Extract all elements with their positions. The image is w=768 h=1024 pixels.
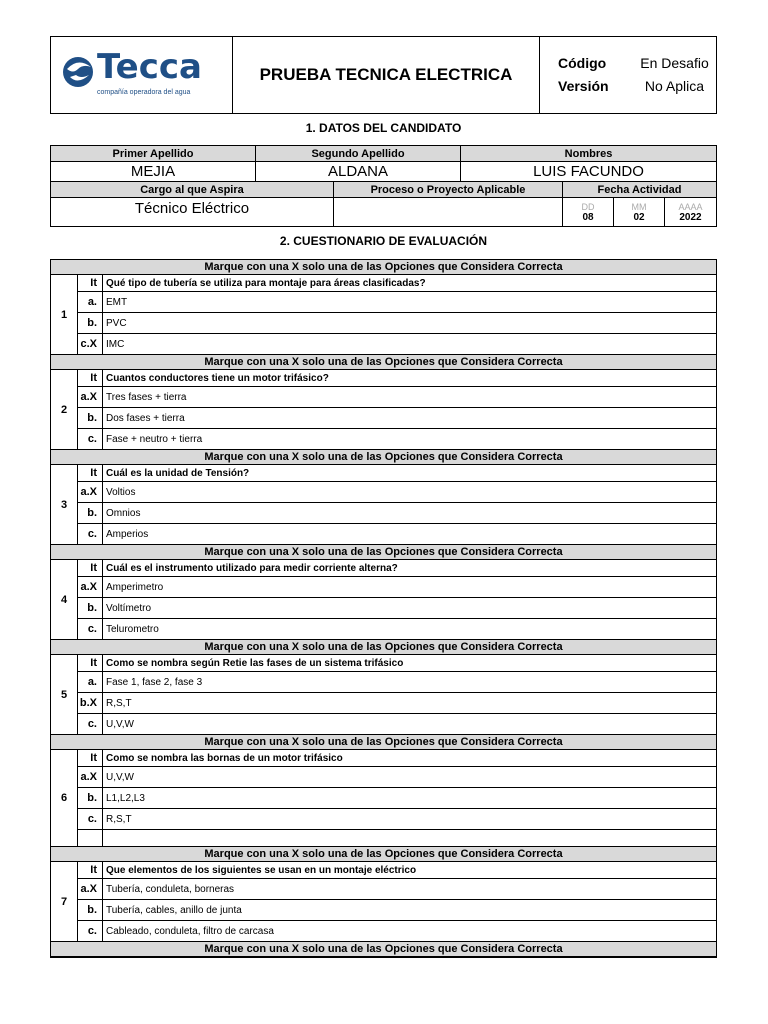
option-key-empty bbox=[78, 830, 103, 846]
candidate-table bbox=[50, 145, 717, 227]
option-text: IMC bbox=[106, 338, 125, 350]
aaaa-value: 2022 bbox=[679, 211, 702, 223]
option-text: Tres fases + tierra bbox=[106, 391, 187, 403]
option-key[interactable]: b. bbox=[78, 598, 103, 618]
question-2 bbox=[51, 370, 716, 449]
option-text: Cableado, conduleta, filtro de carcasa bbox=[106, 925, 274, 937]
option-text: U,V,W bbox=[106, 718, 134, 730]
question-number: 4 bbox=[51, 560, 78, 639]
question-text: Qué tipo de tubería se utiliza para montaje para áreas clasificadas? bbox=[106, 277, 426, 289]
option-text: Voltios bbox=[106, 486, 136, 498]
option-text: Omnios bbox=[106, 507, 141, 519]
instruction-band: Marque con una X solo una de las Opciones que Considera Correcta bbox=[51, 354, 716, 370]
option-text: R,S,T bbox=[106, 813, 132, 825]
option-key[interactable]: c.X bbox=[78, 334, 103, 354]
option-text: Fase + neutro + tierra bbox=[106, 433, 203, 445]
it-label: It bbox=[78, 465, 103, 481]
option-key[interactable]: c. bbox=[78, 714, 103, 734]
proceso-field[interactable] bbox=[334, 198, 563, 226]
instruction-band: Marque con una X solo una de las Opciones que Considera Correcta bbox=[51, 941, 716, 957]
instruction-band: Marque con una X solo una de las Opciones que Considera Correcta bbox=[51, 260, 716, 275]
nombres-field[interactable]: LUIS FACUNDO bbox=[533, 163, 644, 180]
proceso-label: Proceso o Proyecto Aplicable bbox=[334, 182, 563, 197]
option-text: Amperimetro bbox=[106, 581, 164, 593]
cargo-field[interactable]: Técnico Eléctrico bbox=[51, 198, 334, 226]
option-text: U,V,W bbox=[106, 771, 134, 783]
option-key[interactable]: c. bbox=[78, 524, 103, 544]
question-text: Como se nombra según Retie las fases de un sistema trifásico bbox=[106, 657, 404, 669]
option-key[interactable]: c. bbox=[78, 809, 103, 829]
option-key[interactable]: a.X bbox=[78, 482, 103, 502]
question-number: 3 bbox=[51, 465, 78, 544]
aaaa-field[interactable] bbox=[665, 198, 716, 226]
option-text: Fase 1, fase 2, fase 3 bbox=[106, 676, 203, 688]
logo-tagline: compañía operadora del agua bbox=[97, 89, 191, 96]
segundo-apellido-label: Segundo Apellido bbox=[256, 146, 461, 161]
version-label: Versión bbox=[558, 78, 609, 94]
option-text-empty bbox=[103, 830, 716, 846]
logo bbox=[51, 37, 233, 113]
instruction-band: Marque con una X solo una de las Opciones que Considera Correcta bbox=[51, 846, 716, 862]
option-key[interactable]: b. bbox=[78, 408, 103, 428]
option-key[interactable]: a.X bbox=[78, 879, 103, 899]
primer-apellido-label: Primer Apellido bbox=[51, 146, 256, 161]
instruction-band: Marque con una X solo una de las Opciones que Considera Correcta bbox=[51, 544, 716, 560]
option-text: Telurometro bbox=[106, 623, 159, 635]
option-key[interactable]: a.X bbox=[78, 577, 103, 597]
segundo-apellido-field[interactable]: ALDANA bbox=[256, 162, 461, 181]
question-text: Como se nombra las bornas de un motor trifásico bbox=[106, 752, 343, 764]
questionnaire-section-title: 2. CUESTIONARIO DE EVALUACIÓN bbox=[279, 234, 488, 248]
document-title: PRUEBA TECNICA ELECTRICA bbox=[233, 37, 540, 113]
question-number: 1 bbox=[51, 275, 78, 354]
option-key[interactable]: a.X bbox=[78, 767, 103, 787]
option-key[interactable]: c. bbox=[78, 619, 103, 639]
option-text: Amperios bbox=[106, 528, 149, 540]
question-number: 5 bbox=[51, 655, 78, 734]
dd-value: 08 bbox=[582, 211, 594, 223]
question-number: 2 bbox=[51, 370, 78, 449]
primer-apellido-field[interactable]: MEJIA bbox=[51, 162, 256, 181]
dd-label: DD bbox=[581, 201, 595, 212]
option-text: L1,L2,L3 bbox=[106, 792, 145, 804]
option-key[interactable]: b. bbox=[78, 900, 103, 920]
option-text: Voltímetro bbox=[106, 602, 152, 614]
option-text: R,S,T bbox=[106, 697, 132, 709]
it-label: It bbox=[78, 560, 103, 576]
option-text: EMT bbox=[106, 296, 128, 308]
instruction-band: Marque con una X solo una de las Opciones que Considera Correcta bbox=[51, 734, 716, 750]
option-key[interactable]: c. bbox=[78, 429, 103, 449]
instruction-band: Marque con una X solo una de las Opciones que Considera Correcta bbox=[51, 639, 716, 655]
option-key[interactable]: a. bbox=[78, 292, 103, 312]
cargo-label: Cargo al que Aspira bbox=[51, 182, 334, 197]
option-key[interactable]: b. bbox=[78, 503, 103, 523]
mm-value: 02 bbox=[633, 211, 645, 223]
document-header bbox=[50, 36, 717, 114]
version-value: No Aplica bbox=[644, 78, 705, 94]
mm-field[interactable] bbox=[614, 198, 665, 226]
it-label: It bbox=[78, 370, 103, 386]
question-text: Cuál es el instrumento utilizado para medir corriente alterna? bbox=[106, 562, 398, 574]
question-5 bbox=[51, 655, 716, 734]
option-key[interactable]: a. bbox=[78, 672, 103, 692]
option-key[interactable]: b. bbox=[78, 313, 103, 333]
it-label: It bbox=[78, 750, 103, 766]
option-key[interactable]: b.X bbox=[78, 693, 103, 713]
document-meta bbox=[540, 37, 716, 113]
option-key[interactable]: c. bbox=[78, 921, 103, 941]
option-text: Tubería, cables, anillo de junta bbox=[106, 904, 242, 916]
option-key[interactable]: b. bbox=[78, 788, 103, 808]
question-number: 7 bbox=[51, 862, 78, 941]
question-number: 6 bbox=[51, 750, 78, 846]
instruction-band: Marque con una X solo una de las Opciones que Considera Correcta bbox=[51, 449, 716, 465]
codigo-label: Código bbox=[558, 55, 607, 71]
candidate-section-title: 1. DATOS DEL CANDIDATO bbox=[305, 121, 462, 135]
question-text: Cuantos conductores tiene un motor trifásico? bbox=[106, 372, 329, 384]
it-label: It bbox=[78, 655, 103, 671]
nombres-label: Nombres bbox=[461, 146, 716, 161]
logo-wordmark: Tecca bbox=[97, 47, 202, 87]
fecha-label: Fecha Actividad bbox=[563, 182, 716, 197]
option-key[interactable]: a.X bbox=[78, 387, 103, 407]
option-text: Tubería, conduleta, borneras bbox=[106, 883, 235, 895]
codigo-value: En Desafio bbox=[640, 55, 709, 71]
question-7 bbox=[51, 862, 716, 941]
question-text: Cuál es la unidad de Tensión? bbox=[106, 467, 250, 479]
tecca-logo-icon bbox=[61, 55, 97, 89]
it-label: It bbox=[78, 862, 103, 878]
option-text: PVC bbox=[106, 317, 127, 329]
mm-label: MM bbox=[631, 201, 647, 212]
dd-field[interactable] bbox=[563, 198, 614, 226]
it-label: It bbox=[78, 275, 103, 291]
question-text: Que elementos de los siguientes se usan en un montaje eléctrico bbox=[106, 864, 417, 876]
question-3 bbox=[51, 465, 716, 544]
question-6 bbox=[51, 750, 716, 846]
aaaa-label: AAAA bbox=[678, 201, 703, 212]
option-text: Dos fases + tierra bbox=[106, 412, 185, 424]
question-1 bbox=[51, 275, 716, 354]
questionnaire-table bbox=[50, 259, 717, 958]
question-4 bbox=[51, 560, 716, 639]
